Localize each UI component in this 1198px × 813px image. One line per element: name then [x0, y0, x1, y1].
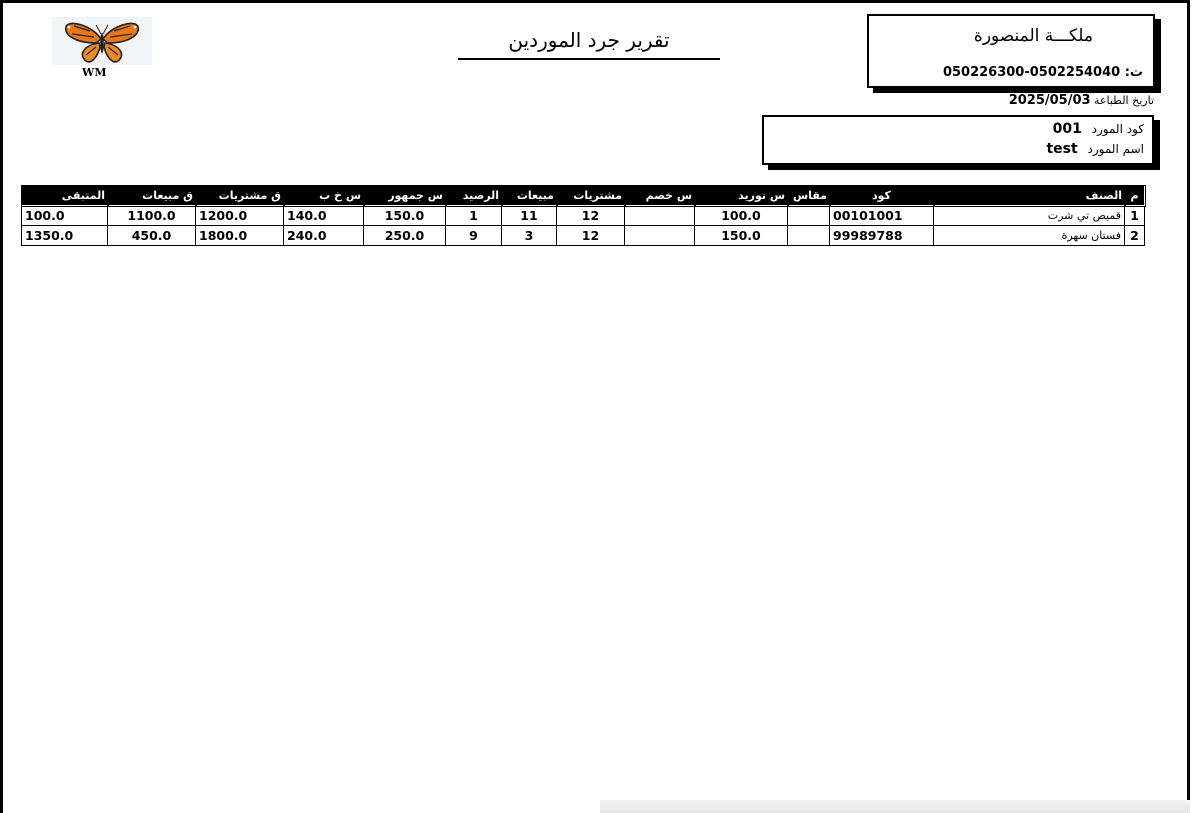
butterfly-logo-icon: [52, 17, 152, 65]
cell-wholesale-price: 140.0: [284, 206, 364, 226]
supplier-code-value: 001: [1052, 121, 1082, 137]
print-date-value: 2025/05/03: [1008, 93, 1091, 108]
company-phone: 050226300-0502254040 :ت: [942, 65, 1143, 80]
table-header-row: [22, 186, 1145, 206]
col-header-index: م: [1125, 186, 1145, 206]
cell-public-price: 150.0: [364, 206, 446, 226]
supplier-name-label: اسم المورد: [1087, 142, 1144, 156]
cell-balance: 9: [446, 226, 502, 246]
col-header-discount-price: س خصم: [625, 186, 695, 206]
cell-index: 2: [1125, 226, 1145, 246]
page-bottom-shadow: [600, 800, 1190, 813]
col-header-wholesale-price: س خ ب: [284, 186, 364, 206]
col-header-sales-value: ق مبيعات: [108, 186, 196, 206]
title-underline: [458, 58, 720, 60]
cell-public-price: 250.0: [364, 226, 446, 246]
company-name: ملكـــة المنصورة: [973, 26, 1093, 46]
col-header-public-price: س جمهور: [364, 186, 446, 206]
cell-purchases: 12: [557, 206, 625, 226]
col-header-size: مقاس: [788, 186, 830, 206]
cell-remaining: 100.0: [22, 206, 108, 226]
cell-purchase-value: 1800.0: [196, 226, 284, 246]
cell-item: قميص تي شرت: [934, 206, 1125, 226]
supplier-code-label: كود المورد: [1091, 122, 1144, 136]
cell-item: فستان سهرة: [934, 226, 1125, 246]
supplier-code-row: [1053, 121, 1144, 137]
table-row: [22, 206, 1145, 226]
company-info-box: [867, 14, 1155, 88]
cell-discount-price: [625, 206, 695, 226]
logo-caption: WM: [82, 66, 107, 79]
cell-size: [788, 206, 830, 226]
cell-size: [788, 226, 830, 246]
cell-purchase-value: 1200.0: [196, 206, 284, 226]
cell-discount-price: [625, 226, 695, 246]
inventory-table: [21, 185, 1145, 246]
col-header-purchases: مشتريات: [557, 186, 625, 206]
col-header-code: كود: [830, 186, 934, 206]
cell-sales: 11: [502, 206, 557, 226]
cell-supply-price: 150.0: [695, 226, 788, 246]
supplier-name-row: [1046, 141, 1144, 157]
col-header-sales: مبيعات: [502, 186, 557, 206]
print-date-row: [1009, 93, 1154, 108]
cell-wholesale-price: 240.0: [284, 226, 364, 246]
cell-purchases: 12: [557, 226, 625, 246]
cell-sales-value: 450.0: [108, 226, 196, 246]
cell-index: 1: [1125, 206, 1145, 226]
cell-sales-value: 1100.0: [108, 206, 196, 226]
cell-code: 00101001: [830, 206, 934, 226]
cell-balance: 1: [446, 206, 502, 226]
cell-sales: 3: [502, 226, 557, 246]
table-row: [22, 226, 1145, 246]
col-header-purchase-value: ق مشتريات: [196, 186, 284, 206]
supplier-info-box: [762, 115, 1154, 165]
col-header-item: الصنف: [934, 186, 1125, 206]
col-header-remaining: المتبقى: [22, 186, 108, 206]
cell-code: 99989788: [830, 226, 934, 246]
col-header-balance: الرصيد: [446, 186, 502, 206]
print-date-label: تاريخ الطباعة: [1094, 94, 1154, 107]
supplier-name-value: test: [1046, 141, 1078, 157]
cell-remaining: 1350.0: [22, 226, 108, 246]
col-header-supply-price: س توريد: [695, 186, 788, 206]
cell-supply-price: 100.0: [695, 206, 788, 226]
report-title: تقرير جرد الموردين: [508, 28, 670, 52]
